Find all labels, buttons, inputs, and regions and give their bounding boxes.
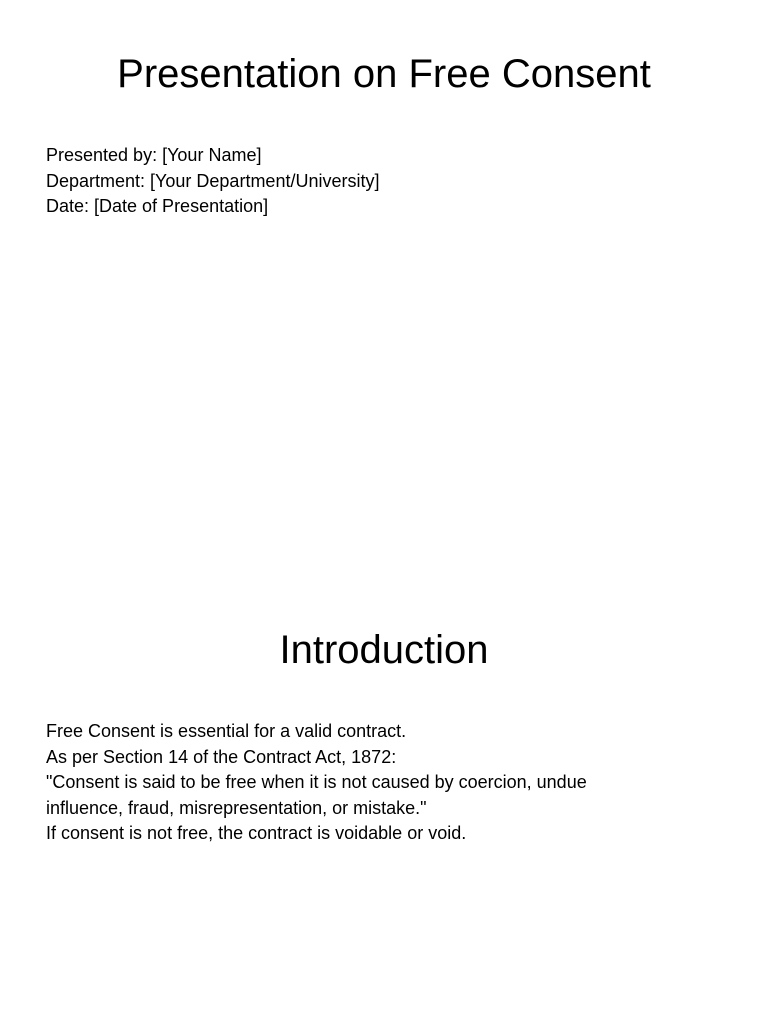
body-line: "Consent is said to be free when it is not caused by coercion, undue — [46, 772, 587, 793]
date-line: Date: [Date of Presentation] — [46, 196, 269, 217]
slide-title: Presentation on Free Consent — [117, 52, 651, 96]
body-line: If consent is not free, the contract is voidable or void. — [46, 823, 467, 844]
slide-body — [46, 143, 726, 220]
presenter-line: Presented by: [Your Name] — [46, 145, 262, 165]
department-line: Department: [Your Department/University] — [46, 170, 380, 191]
body-line: Free Consent is essential for a valid contract. — [46, 721, 407, 741]
slide-title: Introduction — [279, 628, 489, 672]
slide-introduction — [0, 590, 768, 1024]
slide-body — [46, 719, 726, 847]
body-line: influence, fraud, misrepresentation, or mistake." — [46, 797, 427, 818]
body-line: As per Section 14 of the Contract Act, 1872: — [46, 746, 397, 767]
